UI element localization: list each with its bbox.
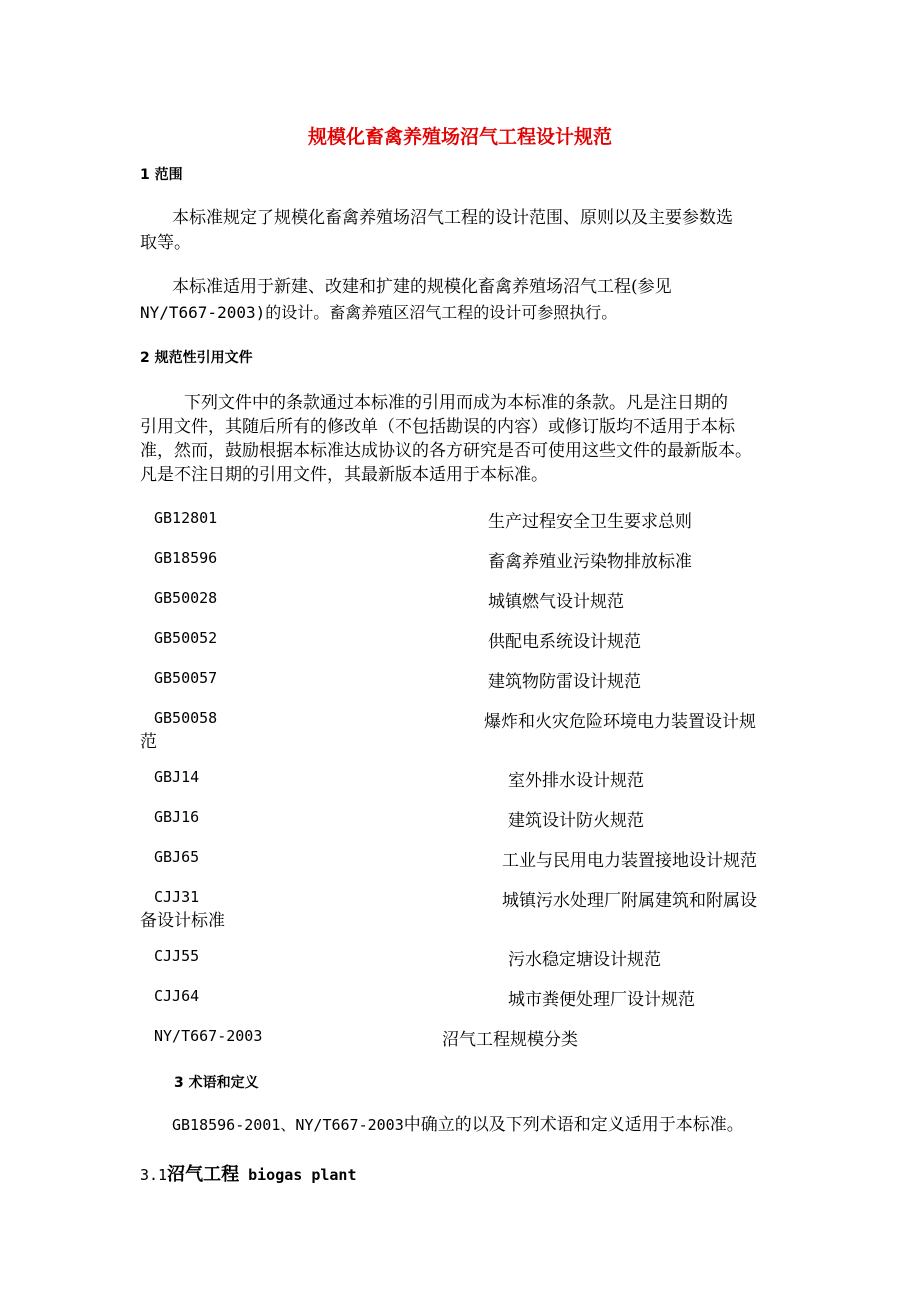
- ref-code: GB50028: [154, 589, 218, 607]
- section-1-paragraph-1-line-2: 取等。: [140, 233, 191, 253]
- ref-code: GBJ16: [154, 808, 200, 826]
- ref-code: CJJ55: [154, 947, 200, 965]
- ref-name: 生产过程安全卫生要求总则: [488, 512, 692, 532]
- ref-name: 城市粪便处理厂设计规范: [508, 990, 695, 1010]
- section-3-heading: 3 术语和定义: [174, 1075, 259, 1091]
- ref-name-continuation: 范: [140, 732, 157, 752]
- document-title: 规模化畜禽养殖场沼气工程设计规范: [307, 126, 612, 148]
- section-3-paragraph-text: 中确立的以及下列术语和定义适用于本标准。: [403, 1115, 744, 1135]
- section-1-paragraph-2-line-2: NY/T667-2003)的设计。畜禽养殖区沼气工程的设计可参照执行。: [140, 303, 618, 322]
- subsection-number: 3.1: [140, 1166, 168, 1184]
- ref-name: 建筑物防雷设计规范: [488, 672, 641, 692]
- ref-code: GBJ14: [154, 768, 200, 786]
- ref-code: GB50058: [154, 709, 218, 727]
- ref-name: 畜禽养殖业污染物排放标准: [488, 552, 692, 572]
- ref-name: 沼气工程规模分类: [442, 1030, 578, 1050]
- subsection-title-cn: 沼气工程: [167, 1164, 240, 1185]
- section-3-paragraph-codes: GB18596-2001、NY/T667-2003: [172, 1116, 404, 1134]
- subsection-title-en: biogas plant: [239, 1166, 357, 1184]
- ref-code: CJJ31: [154, 888, 200, 906]
- ref-code: GBJ65: [154, 848, 200, 866]
- section-1-paragraph-1-line-1: 本标准规定了规模化畜禽养殖场沼气工程的设计范围、原则以及主要参数选: [172, 208, 733, 228]
- ref-name: 污水稳定塘设计规范: [508, 950, 661, 970]
- section-2-heading: 2 规范性引用文件: [140, 350, 253, 366]
- ref-name: 室外排水设计规范: [508, 771, 644, 791]
- ref-name-continuation: 备设计标准: [140, 911, 225, 931]
- section-3-paragraph: [172, 1114, 744, 1137]
- ref-name: 供配电系统设计规范: [488, 632, 641, 652]
- ref-name: 工业与民用电力装置接地设计规范: [502, 851, 757, 871]
- section-2-paragraph-line-3: 准，然而，鼓励根据本标准达成协议的各方研究是否可使用这些文件的最新版本。: [140, 441, 752, 461]
- ref-name: 城镇燃气设计规范: [488, 592, 624, 612]
- ref-code: CJJ64: [154, 987, 200, 1005]
- section-2-paragraph-line-4: 凡是不注日期的引用文件，其最新版本适用于本标准。: [140, 465, 548, 485]
- ref-name: 建筑设计防火规范: [508, 811, 644, 831]
- ref-name: 爆炸和火灾危险环境电力装置设计规: [484, 712, 756, 732]
- ref-code: GB12801: [154, 509, 218, 527]
- section-2-paragraph-line-1: 下列文件中的条款通过本标准的引用而成为本标准的条款。凡是注日期的: [184, 393, 728, 413]
- ref-code: NY/T667-2003: [154, 1027, 263, 1045]
- section-2-paragraph-line-2: 引用文件，其随后所有的修改单（不包括勘误的内容）或修订版均不适用于本标: [140, 417, 735, 437]
- section-1-paragraph-2-line-1: 本标准适用于新建、改建和扩建的规模化畜禽养殖场沼气工程(参见: [172, 277, 672, 297]
- ref-code: GB18596: [154, 549, 218, 567]
- section-1-heading: 1 范围: [140, 167, 183, 183]
- ref-code: GB50052: [154, 629, 218, 647]
- ref-code: GB50057: [154, 669, 218, 687]
- ref-name: 城镇污水处理厂附属建筑和附属设: [502, 891, 757, 911]
- subsection-3-1-heading: [140, 1160, 357, 1186]
